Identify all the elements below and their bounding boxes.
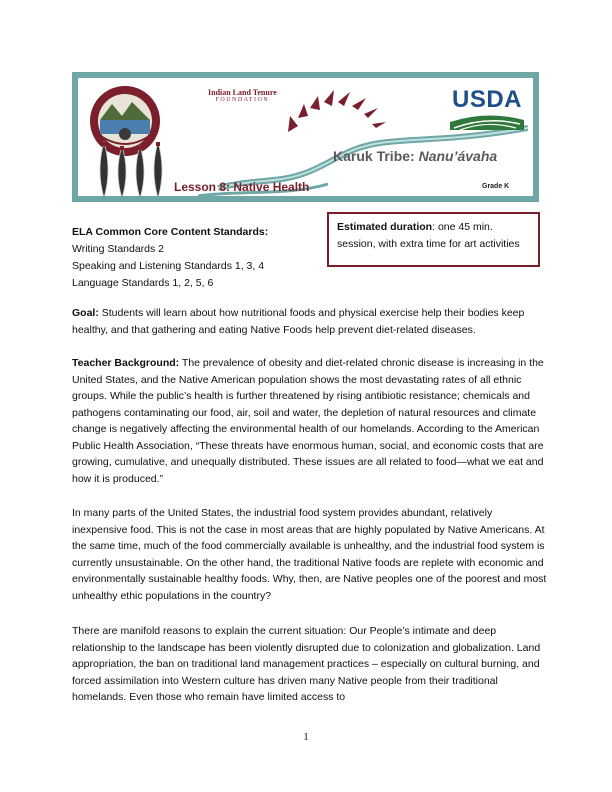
standard-item: Speaking and Listening Standards 1, 3, 4 xyxy=(72,260,265,272)
title-prefix: Karuk Tribe: xyxy=(333,148,419,164)
itf-line2: FOUNDATION xyxy=(215,97,270,103)
standard-item: Language Standards 1, 2, 5, 6 xyxy=(72,277,214,289)
goal-text: Students will learn about how nutritional foods and physical exercise help their bodies keep healthy, and that gathering and eating Native Foods help prevent diet-related diseases. xyxy=(72,307,525,336)
lesson-banner xyxy=(72,72,539,202)
usda-wordmark: USDA xyxy=(452,86,523,113)
grade-label: Grade K xyxy=(482,183,510,190)
goal-label: Goal: xyxy=(72,307,99,319)
teacher-background-paragraph xyxy=(72,355,548,487)
itf-line1: Indian Land Tenure xyxy=(208,88,277,97)
indian-land-tenure-logo xyxy=(208,88,277,103)
industrial-food-paragraph: In many parts of the United States, the industrial food system provides abundant, relatively inexpensive food. This is not the case in most areas that are highly populated by Native Americans. At the same time, much of the food commercially available is unhealthy, and the industrial food system is currently unsustainable. On the other hand, the traditional Native foods are replete with economic and environmentally sustainable healthy foods. Why, then, are Native peoples one of the poorest and most unhealthy ethic populations in the country? xyxy=(72,507,547,602)
estimated-duration-box xyxy=(327,212,540,267)
standard-item: Writing Standards 2 xyxy=(72,243,165,255)
manifold-reasons-paragraph: There are manifold reasons to explain the current situation: Our People’s intimate and deep relationship to the landscape has been violently disrupted due to colonization and globalization. Land appropriation, the ban on traditional land management practices – especially on cultural burning, and forced assimilation into Western culture has driven many Native people from their traditional homelands. Even those who remain have limited access to xyxy=(72,625,541,703)
program-title xyxy=(333,148,497,164)
title-italic: Nanu’ávaha xyxy=(418,148,498,164)
standards-list xyxy=(72,224,268,292)
page-number: 1 xyxy=(303,731,309,743)
goal-paragraph xyxy=(72,305,548,338)
teacher-label: Teacher Background: xyxy=(72,357,180,369)
usda-logo xyxy=(448,86,528,132)
usda-field-icon xyxy=(450,112,524,130)
estimate-label: Estimated duration xyxy=(337,221,433,233)
standards-heading: ELA Common Core Content Standards: xyxy=(72,226,269,238)
feathers-icon xyxy=(92,140,172,196)
estimate-text: : one 45 min. session, with extra time for art activities xyxy=(337,221,520,250)
lesson-title: Lesson 8: Native Health xyxy=(174,180,310,194)
teacher-text: The prevalence of obesity and diet-related chronic disease is increasing in the United States, and the Native American population shows the most devastating rates of all ethnic groups. While the public’s health is further threatened by rising antibiotic resistance; chemicals and pathogens contaminating our food, air, soil and water, the depletion of natural resources and climate change is negatively affecting the environmental health of our homelands. According to the American Public Health Association, “These threats have enormous human, social, and economic costs that are growing, cumulative, and unequally distributed. These issues are all related to food—what we eat and how it is produced.” xyxy=(72,357,544,485)
